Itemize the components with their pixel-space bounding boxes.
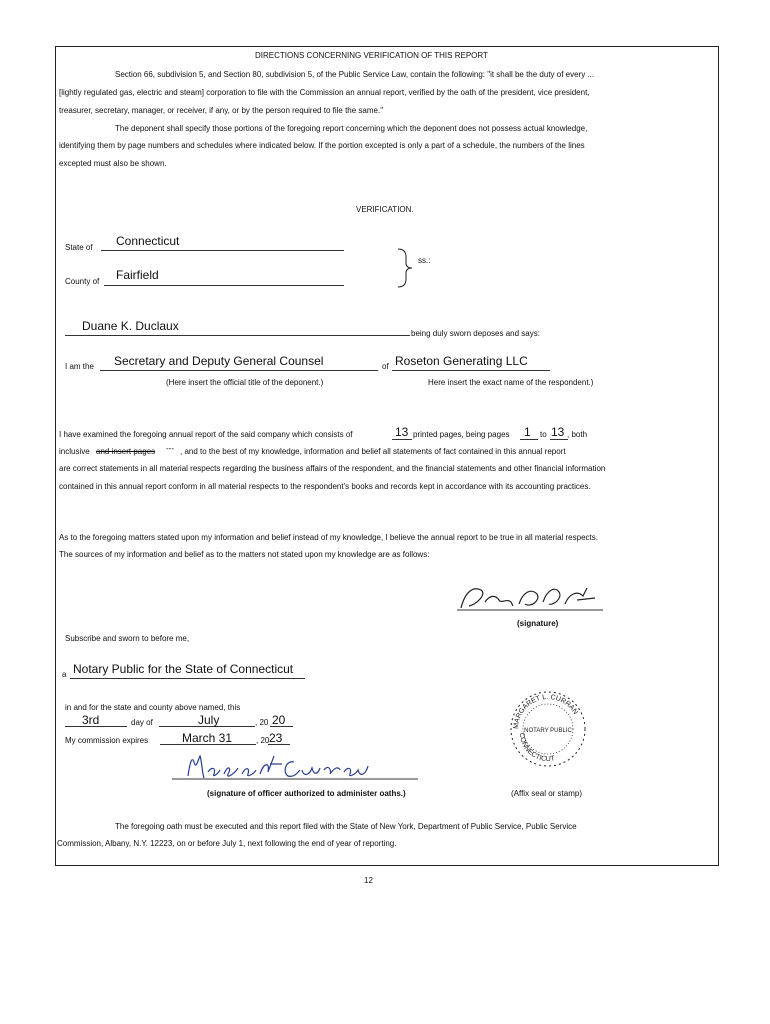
pages-count-underline [392, 439, 412, 440]
respondent-underline [392, 370, 550, 371]
state-label: State of [65, 243, 93, 252]
deponent-underline [65, 335, 410, 336]
commission-value[interactable]: March 31 [182, 731, 233, 745]
month-value[interactable]: July [198, 713, 220, 727]
year-prefix: , 20 [255, 718, 269, 727]
title-underline [100, 370, 378, 371]
struck-blank: --- [166, 444, 174, 453]
notary-underline [70, 678, 305, 679]
year-value[interactable]: 20 [272, 713, 286, 727]
commission-label: My commission expires [65, 736, 149, 745]
directions-p1-line1: Section 66, subdivision 5, and Section 80, subdivision 5, of the Public Service Law, contain the following: "it shall be the duty of every ... [115, 70, 595, 79]
belief-line2: The sources of my information and belief as to the matters not stated upon my knowledge are as follows: [59, 550, 430, 559]
ss-label: ss.: [418, 256, 431, 265]
directions-heading: DIRECTIONS CONCERNING VERIFICATION OF THIS REPORT [255, 51, 488, 60]
svg-text:MARGARET L. CURRAN [513, 694, 579, 729]
curly-brace [396, 247, 418, 289]
officer-signature [170, 752, 420, 788]
seal-text-top: MARGARET L. CURRAN [512, 693, 579, 730]
examined-line2-rest: , and to the best of my knowledge, information and belief all statements of fact contained in this annual report [180, 447, 566, 456]
seal-caption: (Affix seal or stamp) [511, 789, 582, 798]
of-label: of [382, 362, 389, 371]
day-value[interactable]: 3rd [82, 713, 100, 727]
day-of-label: day of [131, 718, 153, 727]
deponent-signature [455, 582, 605, 614]
examined-line3: are correct statements in all material respects regarding the business affairs of the respondent, and the financial statements and other financial information [59, 464, 606, 473]
verification-heading: VERIFICATION. [356, 205, 414, 214]
title-hint: (Here insert the official title of the deponent.) [166, 378, 324, 387]
footer-line2: Commission, Albany, N.Y. 12223, on or before July 1, next following the end of year of reporting. [57, 839, 397, 848]
notary-title[interactable]: Notary Public for the State of Connecticut [73, 662, 294, 676]
county-value[interactable]: Fairfield [116, 268, 159, 282]
county-underline [104, 285, 344, 286]
inclusive-label: inclusive [59, 447, 90, 456]
deponent-title[interactable]: Secretary and Deputy General Counsel [114, 354, 324, 368]
examined-part1: I have examined the foregoing annual report of the said company which consists of [59, 430, 353, 439]
signature-caption: (signature) [517, 619, 559, 628]
directions-p1-line2: [lightly regulated gas, electric and steam] corporation to file with the Commission an annual report, verified by the oath of the president, vice president, [59, 88, 590, 97]
to-label: to [540, 430, 547, 439]
directions-p1-line3: treasurer, secretary, manager, or receiver, if any, or by the person required to file the same." [59, 106, 384, 115]
respondent-hint: Here insert the exact name of the respondent.) [428, 378, 594, 387]
both-text: , both [567, 430, 588, 439]
page-number: 12 [364, 876, 373, 885]
svg-text:CONNECTICUT [518, 733, 556, 764]
notary-seal-icon [504, 685, 592, 769]
page-from[interactable]: 1 [524, 425, 531, 439]
officer-signature-caption: (signature of officer authorized to administer oaths.) [207, 789, 406, 798]
county-label: County of [65, 277, 100, 286]
i-am-the-label: I am the [65, 362, 94, 371]
seal-text-bottom: CONNECTICUT [517, 732, 556, 764]
page-to[interactable]: 13 [551, 425, 565, 439]
belief-line1: As to the foregoing matters stated upon my information and belief instead of my knowledge, I believe the annual report to be true in all material respects. [59, 533, 598, 542]
state-underline [101, 250, 344, 251]
subscribe-text: Subscribe and sworn to before me, [65, 634, 190, 643]
commission-year-prefix: , 20 [256, 736, 270, 745]
seal-text-center: NOTARY PUBLIC [524, 728, 572, 734]
directions-p2-line1: The deponent shall specify those portions of the foregoing report concerning which the deponent does not possess actual knowledge, [115, 124, 588, 133]
sworn-text: being duly sworn deposes and says: [411, 329, 540, 338]
pages-count[interactable]: 13 [395, 425, 409, 439]
examined-line4: contained in this annual report conform in all material respects to the respondent's books and records kept in accordance with its accounting practices. [59, 482, 591, 491]
struck-insert-pages: and insert pages [96, 447, 156, 456]
commission-year-value[interactable]: 23 [269, 731, 283, 745]
examined-part2: printed pages, being pages [413, 430, 510, 439]
directions-p2-line3: excepted must also be shown. [59, 159, 167, 168]
page-from-underline [520, 439, 538, 440]
a-label: a [62, 670, 67, 679]
footer-line1: The foregoing oath must be executed and this report filed with the State of New York, Department of Public Service, Public Service [115, 822, 577, 831]
state-value[interactable]: Connecticut [116, 234, 180, 248]
deponent-name[interactable]: Duane K. Duclaux [82, 319, 179, 333]
in-and-for-text: in and for the state and county above named, this [65, 703, 241, 712]
respondent-name[interactable]: Roseton Generating LLC [395, 354, 528, 368]
page-to-underline [550, 439, 568, 440]
directions-p2-line2: identifying them by page numbers and schedules where indicated below. If the portion excepted is only a part of a schedule, the numbers of the lines [59, 141, 585, 150]
